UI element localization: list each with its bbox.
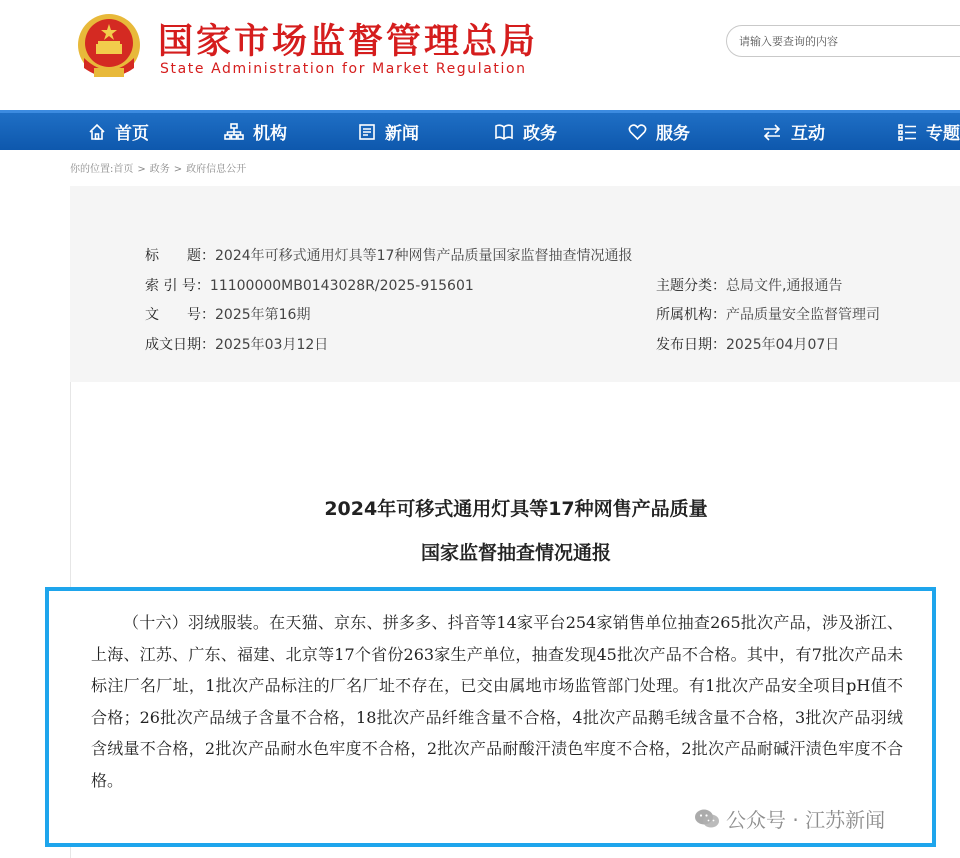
wechat-icon	[694, 808, 720, 830]
meta-row-document-number	[145, 304, 310, 324]
meta-row-title	[145, 245, 632, 265]
breadcrumb-link-government-affairs[interactable]: 政务	[149, 164, 170, 175]
book-icon	[494, 123, 514, 141]
meta-index-label: 索 引 号：	[145, 278, 210, 294]
nav-label-organization: 机构	[253, 124, 287, 144]
watermark-text: 公众号 · 江苏新闻	[726, 808, 886, 832]
meta-row-topic	[656, 275, 842, 295]
wechat-watermark	[694, 804, 885, 833]
meta-date-value: 2025年03月12日	[215, 337, 329, 353]
breadcrumb-separator: >	[173, 164, 183, 175]
news-icon	[358, 123, 376, 141]
search-input[interactable]	[739, 26, 959, 56]
nav-item-services[interactable]	[628, 113, 690, 150]
nav-label-topics: 专题	[926, 124, 960, 144]
breadcrumb-prefix: 你的位置:	[70, 164, 114, 175]
document-title-line-2: 国家监督抽查情况通报	[420, 542, 611, 564]
breadcrumb-link-home[interactable]: 首页	[113, 164, 134, 175]
nav-label-government-affairs: 政务	[523, 124, 557, 144]
nav-item-organization[interactable]	[224, 113, 287, 150]
breadcrumb-separator: >	[137, 164, 146, 175]
nav-item-topics[interactable]	[898, 113, 960, 150]
nav-label-services: 服务	[656, 124, 690, 144]
meta-title-value: 2024年可移式通用灯具等17种网售产品质量国家监督抽查情况通报	[215, 248, 633, 264]
document-metadata-panel	[70, 186, 960, 382]
site-title-english: State Administration for Market Regulation	[160, 61, 527, 77]
nav-label-news: 新闻	[385, 124, 419, 144]
meta-date-label: 成文日期：	[145, 337, 215, 353]
exchange-arrows-icon	[762, 123, 782, 141]
nav-label-interaction: 互动	[791, 124, 825, 144]
meta-topic-value: 总局文件,通报通告	[726, 278, 843, 294]
site-title-chinese[interactable]: 国家市场监督管理总局	[158, 22, 539, 62]
meta-org-value: 产品质量安全监督管理司	[726, 307, 880, 323]
meta-docno-label: 文 号：	[145, 307, 215, 323]
meta-index-value: 11100000MB0143028R/2025-915601	[209, 278, 474, 294]
main-nav	[0, 110, 960, 150]
home-icon	[88, 123, 106, 141]
nav-item-government-affairs[interactable]	[494, 113, 557, 150]
search-box[interactable]	[726, 25, 960, 57]
meta-docno-value: 2025年第16期	[215, 307, 311, 323]
meta-publish-label: 发布日期：	[656, 337, 726, 353]
meta-publish-value: 2025年04月07日	[726, 337, 840, 353]
national-emblem-logo[interactable]	[76, 12, 142, 82]
nav-item-home[interactable]	[88, 113, 149, 150]
meta-org-label: 所属机构：	[656, 307, 726, 323]
heart-icon	[628, 123, 647, 141]
document-title-line-1: 2024年可移式通用灯具等17种网售产品质量	[324, 498, 708, 520]
breadcrumb-link-info-disclosure[interactable]: 政府信息公开	[186, 164, 247, 175]
nav-item-interaction[interactable]	[762, 113, 825, 150]
meta-topic-label: 主题分类：	[656, 278, 726, 294]
meta-row-organization	[656, 304, 880, 324]
org-chart-icon	[224, 123, 244, 141]
breadcrumb	[70, 160, 246, 175]
site-header	[0, 0, 960, 110]
meta-row-index	[145, 275, 474, 295]
nav-label-home: 首页	[115, 124, 149, 144]
nav-item-news[interactable]	[358, 113, 419, 150]
list-icon	[898, 123, 917, 141]
meta-title-label: 标 题：	[145, 248, 215, 264]
meta-row-publish-date	[656, 334, 839, 354]
article-paragraph: （十六）羽绒服装。在天猫、京东、拼多多、抖音等14家平台254家销售单位抽查265批次产品，涉及浙江、上海、江苏、广东、福建、北京等17个省份263家生产单位，抽查发现45批次产品不合格。其中，有7批次产品未标注厂名厂址，1批次产品标注的厂名厂址不存在，已交由属地市场监管部门处理。有1批次产品安全项目pH值不合格；26批次产品绒子含量不合格，18批次产品纤维含量不合格，4批次产品鹅毛绒含量不合格，3批次产品羽绒含绒量不合格，2批次产品耐水色牢度不合格，2批次产品耐酸汗渍色牢度不合格，2批次产品耐碱汗渍色牢度不合格。	[91, 613, 903, 790]
meta-row-written-date	[145, 334, 328, 354]
